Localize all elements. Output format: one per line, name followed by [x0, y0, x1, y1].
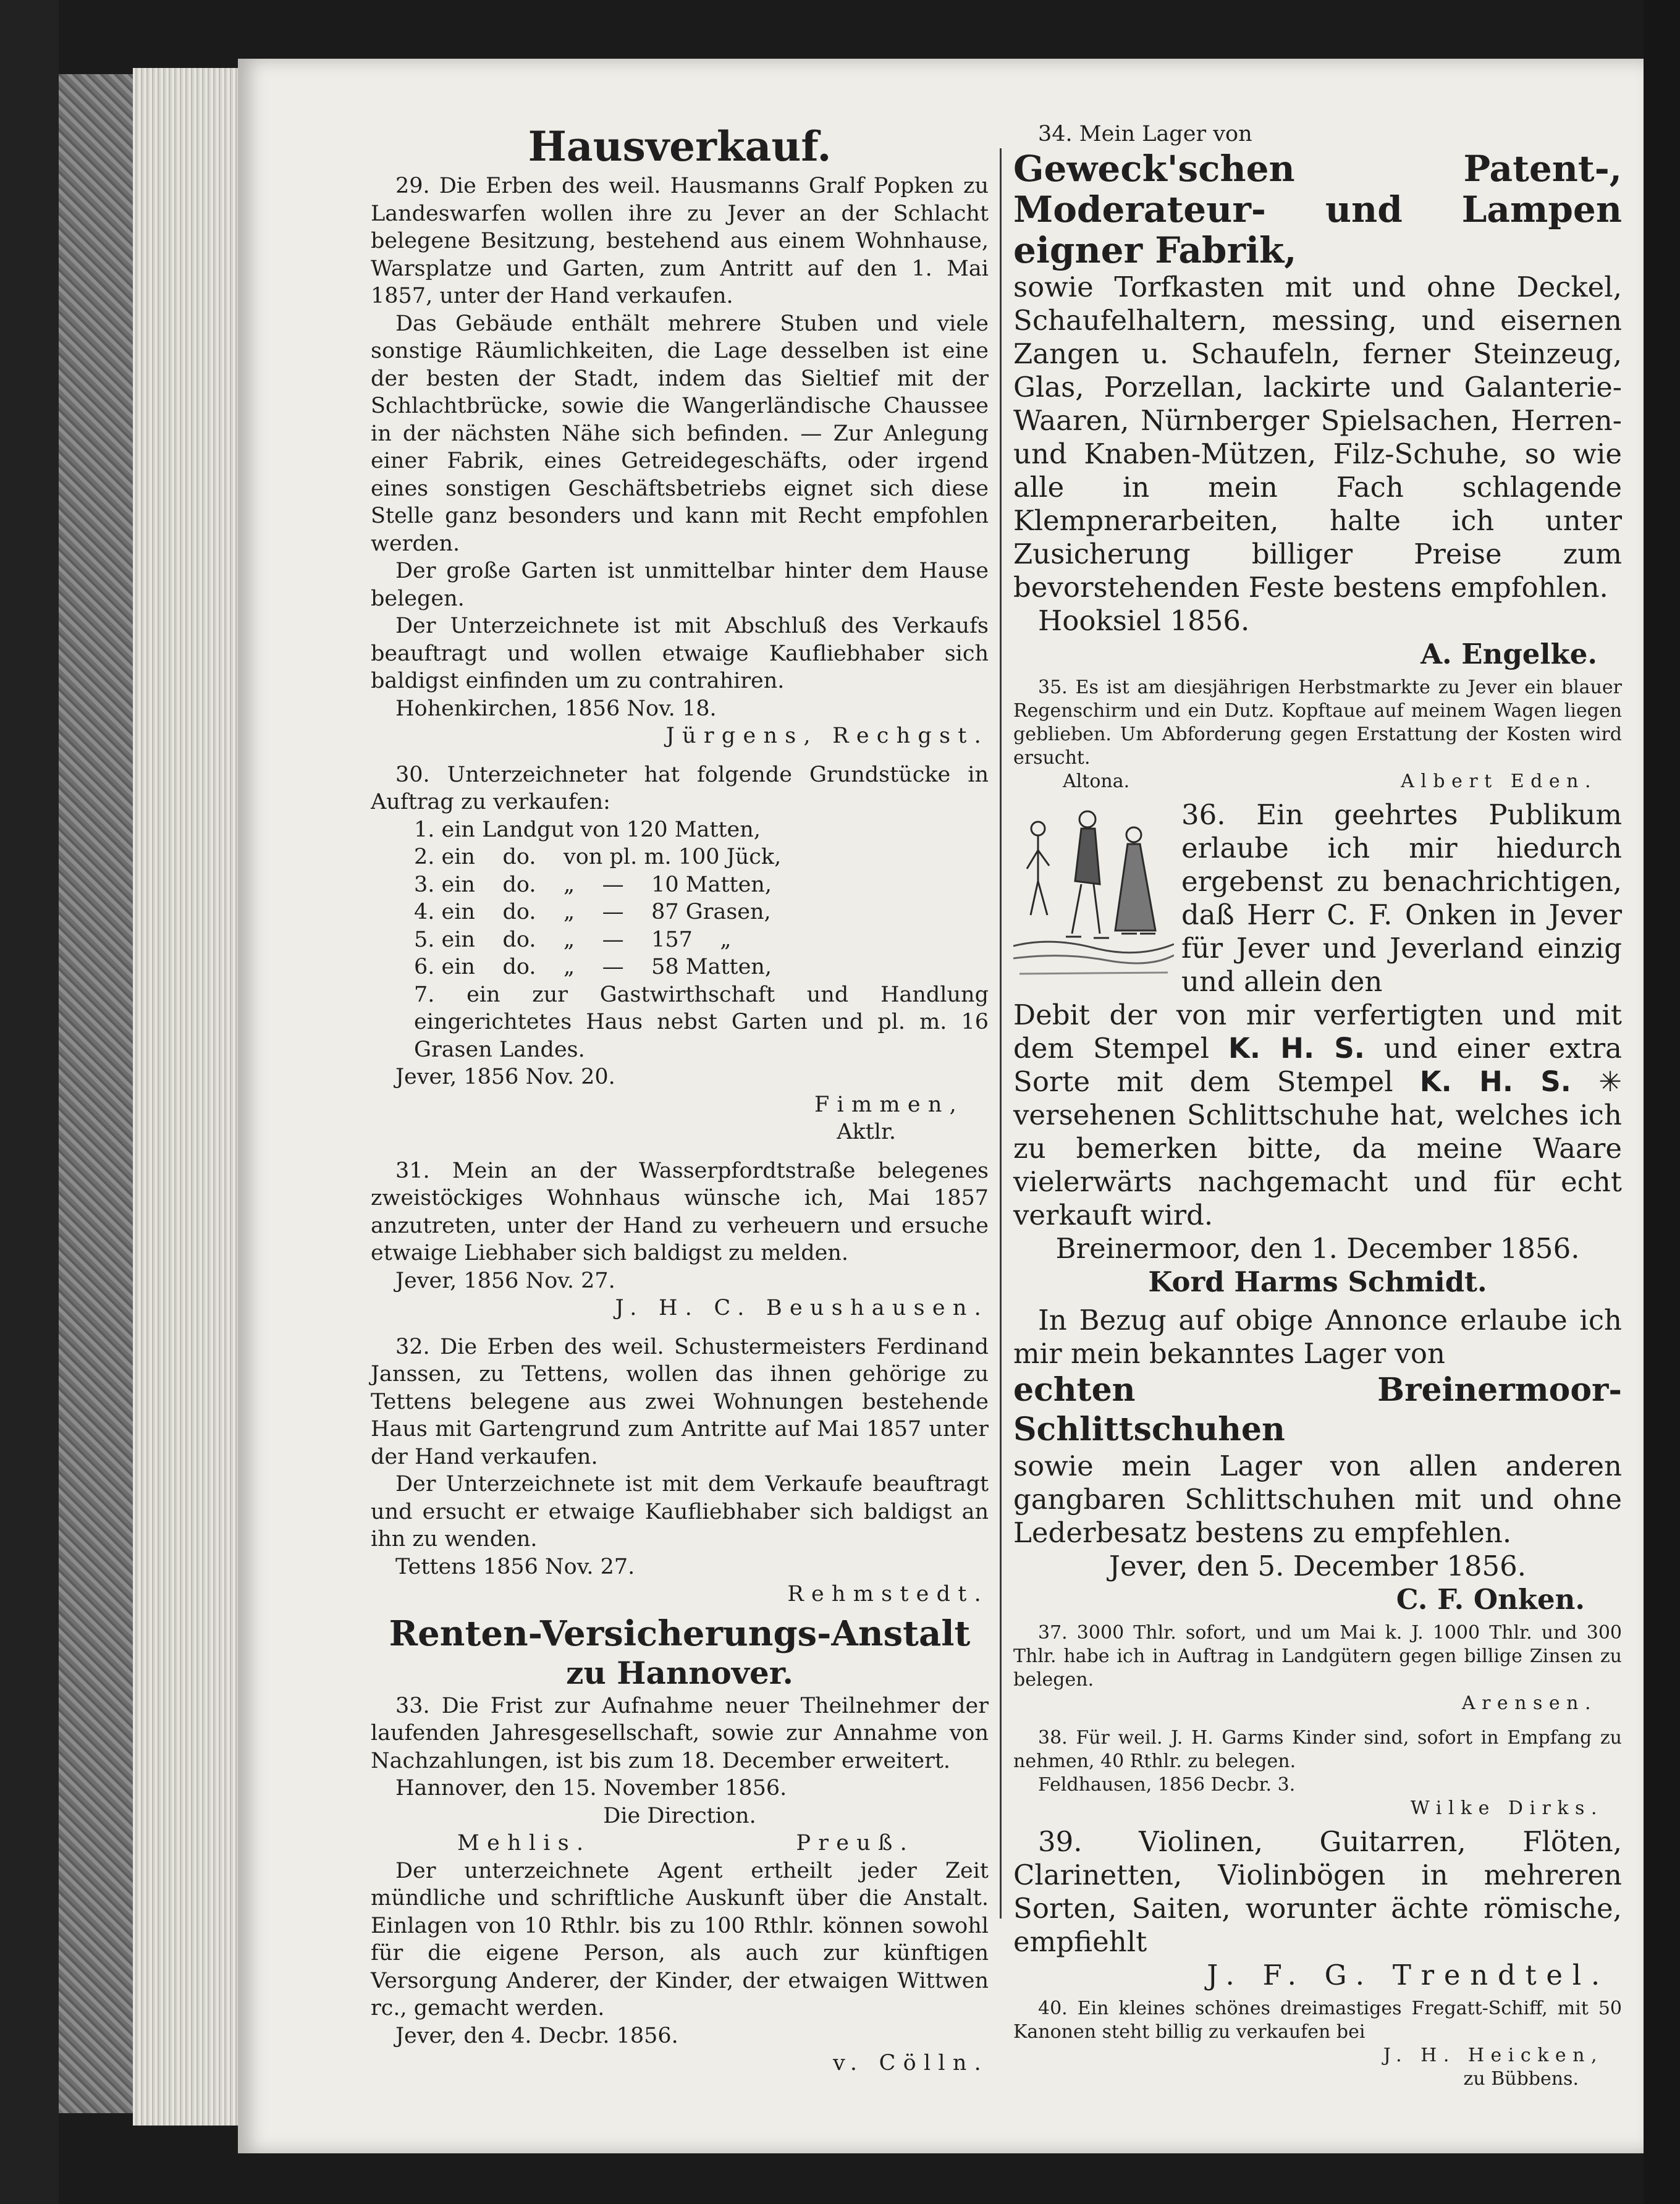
- list-item: 2. ein do. von pl. m. 100 Jück,: [414, 845, 782, 869]
- ad-38-signature: Wilke Dirks.: [1410, 1797, 1603, 1819]
- ad-39-signature: J. F. G. Trendtel.: [1207, 1958, 1610, 1991]
- ad-30-list: [371, 816, 989, 981]
- ad-33-direction: Die Direction.: [603, 1803, 756, 1828]
- ad-36-headline: echten Breinermoor-Schlittschuhen: [1013, 1370, 1622, 1448]
- page-stack-edges: [133, 68, 238, 2126]
- ad-30-signature: Fimmen,: [814, 1092, 964, 1117]
- signature: Mehlis.: [457, 1831, 591, 1856]
- ad-36-figure-block: [1013, 798, 1622, 999]
- stamp-mark-khs: K. H. S.: [1228, 1031, 1365, 1065]
- right-column: [1013, 120, 1622, 2091]
- ad-37-signature: Arensen.: [1461, 1692, 1597, 1714]
- ad-36-text-a: Debit der von mir verfertigten und mit dem Stempel: [1013, 998, 1622, 1065]
- ad-34-headline: Geweck'schen Patent-, Moderateur- und Lampen eigner Fabrik,: [1013, 147, 1622, 271]
- ad-32-signature: Rehmstedt.: [787, 1582, 989, 1607]
- ad-36-text: 36. Ein geehrtes Publikum erlaube ich mir hiedurch ergebenst zu benachrichtigen, daß Herr C. F. Onken in Jever für Jever und Jeverland einzig und allein den: [1181, 798, 1622, 998]
- ad-36-signature-2: C. F. Onken.: [1396, 1582, 1585, 1616]
- list-item: 4. ein do. „ — 87 Grasen,: [414, 900, 771, 924]
- ad-40-signature: J. H. Heicken,: [1383, 2044, 1603, 2066]
- ad-36-text-rest: [1013, 999, 1622, 1232]
- dark-background-left: [0, 0, 59, 2204]
- ad-33-place-date-2: Jever, den 4. Decbr. 1856.: [395, 2023, 678, 2048]
- list-item: 5. ein do. „ — 157 „: [414, 927, 732, 952]
- ad-33-signature-2: v. Cölln.: [832, 2051, 989, 2075]
- ad-36-place-date-2: Jever, den 5. December 1856.: [1108, 1549, 1527, 1582]
- ad-34-intro: 34. Mein Lager von: [1038, 122, 1252, 146]
- ad-31-text: 31. Mein an der Wasserpfordtstraße belegenes zweistöckiges Wohnhaus wünsche ich, Mai 1857 anzutreten, unter der Hand zu verheuern und ersuche etwaige Liebhaber sich baldigst zu melden.: [371, 1158, 989, 1265]
- ad-32-text: 32. Die Erben des weil. Schustermeisters Ferdinand Janssen, zu Tettens, wollen das ihnen gehörige zu Tettens belegene aus zwei Wohnungen bestehende Haus mit Gartengrund zum Antritte auf Mai 1857 unter der Hand verkaufen.: [371, 1334, 989, 1469]
- ad-35-signature: Albert Eden.: [1401, 770, 1597, 792]
- ad-31-place-date: Jever, 1856 Nov. 27.: [395, 1268, 615, 1293]
- left-column: [371, 120, 989, 2077]
- ad-30-place-date: Jever, 1856 Nov. 20.: [395, 1065, 615, 1089]
- list-item: 7. ein zur Gastwirthschaft und Handlung eingerichtetes Haus nebst Garten und pl. m. 16 Grasen Landes.: [414, 982, 989, 1062]
- ad-35-text: 35. Es ist am diesjährigen Herbstmarkte zu Jever ein blauer Regenschirm und ein Dutz. Kopftaue auf meinem Wagen liegen geblieben. Um Abforderung gegen Erstattung der Kosten wird ersucht.: [1013, 676, 1622, 769]
- ad-35-footer: [1013, 770, 1622, 793]
- ad-38-text: 38. Für weil. J. H. Garms Kinder sind, sofort in Empfang zu nehmen, 40 Rthlr. zu belegen.: [1013, 1726, 1622, 1772]
- ad-32-place-date: Tettens 1856 Nov. 27.: [395, 1554, 635, 1579]
- ad-30-signature-title: Aktlr.: [837, 1120, 896, 1144]
- ad-33-subtitle: zu Hannover.: [566, 1654, 793, 1691]
- ad-34-place-date: Hooksiel 1856.: [1038, 604, 1250, 637]
- ad-40-signature-place: zu Bübbens.: [1463, 2067, 1579, 2090]
- column-divider: [1000, 148, 1002, 1919]
- ad-36-text-c: versehenen Schlittschuhe hat, welches ich zu bemerken bitte, da meine Waare vielerwärts nachgemacht und für echt verkauft wird.: [1013, 1098, 1622, 1231]
- ad-32-text-2: Der Unterzeichnete ist mit dem Verkaufe beauftragt und ersucht er etwaige Kaufliebhaber sich baldigst an ihn zu wenden.: [371, 1472, 989, 1552]
- ad-39-text: 39. Violinen, Guitarren, Flöten, Clarinetten, Violinbögen in mehreren Sorten, Saiten, worunter ächte römische, empfiehlt: [1013, 1825, 1622, 1958]
- ad-29-text-2: Das Gebäude enthält mehrere Stuben und viele sonstige Räumlichkeiten, die Lage desselben ist eine der besten der Stadt, indem das Sieltief mit der Schlachtbrücke, sowie die Wangerländische Chaussee in der nächsten Nähe sich befinden. — Zur Anlegung einer Fabrik, eines Getreidegeschäfts, oder irgend eines sonstigen Geschäftsbetriebs eignet sich diese Stelle ganz besonders und kann mit Recht empfohlen werden.: [371, 311, 989, 556]
- skaters-illustration: [1013, 801, 1174, 992]
- list-item: 3. ein do. „ — 10 Matten,: [414, 872, 772, 897]
- ad-29-text: 29. Die Erben des weil. Hausmanns Gralf Popken zu Landeswarfen wollen ihre zu Jever an der Schlacht belegene Besitzung, bestehend aus einem Wohnhause, Warsplatze und Garten, zum Antritt auf den 1. Mai 1857, unter der Hand verkaufen.: [371, 174, 989, 308]
- ad-38-place-date: Feldhausen, 1856 Decbr. 3.: [1038, 1773, 1296, 1796]
- ad-title-hausverkauf: Hausverkauf.: [528, 122, 832, 171]
- ad-33-text-2: Der unterzeichnete Agent ertheilt jeder Zeit mündliche und schriftliche Auskunft über die Anstalt. Einlagen von 10 Rthlr. bis zu 100 Rthlr. können sowohl für die eigene Person, als auch zur künftigen Versorgung Anderer, der Kinder, der etwaigen Wittwen rc., gemacht werden.: [371, 1858, 989, 2020]
- ad-29-text-4: Der Unterzeichnete ist mit Abschluß des Verkaufs beauftragt und wollen etwaige Kaufliebhaber sich baldigst einfinden um zu contrahiren.: [371, 614, 989, 693]
- ad-36-text-3: sowie mein Lager von allen anderen gangbaren Schlittschuhen mit und ohne Lederbesatz bestens zu empfehlen.: [1013, 1449, 1622, 1549]
- dark-background-right: [1644, 0, 1680, 2204]
- list-item: 1. ein Landgut von 120 Matten,: [414, 817, 761, 842]
- ad-29-place-date: Hohenkirchen, 1856 Nov. 18.: [395, 696, 717, 721]
- ad-29-text-3: Der große Garten ist unmittelbar hinter dem Hause belegen.: [371, 559, 989, 611]
- list-item: 6. ein do. „ — 58 Matten,: [414, 955, 772, 979]
- ad-36-place-date: Breinermoor, den 1. December 1856.: [1055, 1231, 1580, 1265]
- ad-33-text: 33. Die Frist zur Aufnahme neuer Theilnehmer der laufenden Jahresgesellschaft, sowie zur Annahme von Nachzahlungen, ist bis zum 18. December erweitert.: [371, 1693, 989, 1773]
- ad-33-place-date: Hannover, den 15. November 1856.: [395, 1776, 787, 1801]
- ad-30-intro: 30. Unterzeichneter hat folgende Grundstücke in Auftrag zu verkaufen:: [371, 762, 989, 814]
- ad-37-text: 37. 3000 Thlr. sofort, und um Mai k. J. 1000 Thlr. und 300 Thlr. habe ich in Auftrag in Landgütern gegen billige Zinsen zu belegen.: [1013, 1621, 1622, 1691]
- signature: Preuß.: [796, 1831, 914, 1856]
- ad-40-text: 40. Ein kleines schönes dreimastiges Fregatt-Schiff, mit 50 Kanonen steht billig zu verkaufen bei: [1013, 1997, 1622, 2043]
- ad-35-place: Altona.: [1063, 770, 1130, 792]
- book-cover-edge: [59, 74, 135, 2113]
- ad-36-signature: Kord Harms Schmidt.: [1148, 1265, 1487, 1298]
- ad-29-signature: Jürgens, Rechgst.: [665, 724, 989, 748]
- ad-34-signature: A. Engelke.: [1420, 637, 1597, 670]
- ad-36-text-2: In Bezug auf obige Annonce erlaube ich mir mein bekanntes Lager von: [1013, 1303, 1622, 1370]
- ad-34-text: sowie Torfkasten mit und ohne Deckel, Schaufelhaltern, messing, und eisernen Zangen u. Schaufeln, ferner Steinzeug, Glas, Porzellan, lackirte und Galanterie-Waaren, Nürnberger Spielsachen, Herren- und Knaben-Mützen, Filz-Schuhe, so wie alle in mein Fach schlagende Klempnerarbeiten, halte ich unter Zusicherung billiger Preise zum bevorstehenden Feste bestens empfohlen.: [1013, 270, 1622, 604]
- ad-33-signatures: [371, 1830, 989, 1857]
- stamp-mark-khs-star: K. H. S. ✳: [1419, 1065, 1622, 1098]
- ad-31-signature: J. H. C. Beushausen.: [615, 1296, 989, 1320]
- ad-36-text-b: und einer extra Sorte mit dem Stempel: [1013, 1031, 1622, 1098]
- ad-33-title: Renten-Versicherungs-Anstalt: [389, 1613, 971, 1654]
